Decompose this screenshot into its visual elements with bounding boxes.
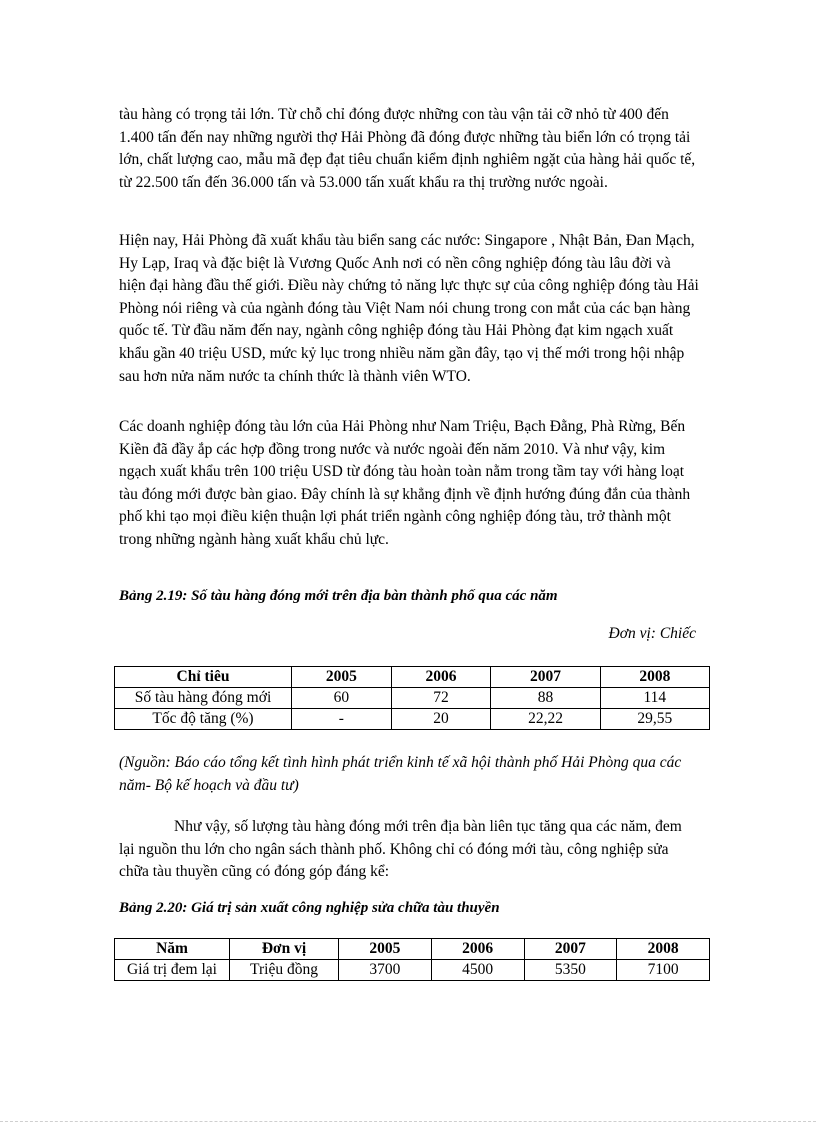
table-cell: 22,22 [491, 709, 600, 730]
table-cell: 29,55 [600, 709, 709, 730]
table-cell: 114 [600, 688, 709, 709]
table-cell: Số tàu hàng đóng mới [115, 688, 292, 709]
table-cell: 7100 [617, 960, 710, 981]
table-cell: Giá trị đem lại [115, 960, 230, 981]
table-2-20-caption: Bảng 2.20: Giá trị sản xuất công nghiệp sửa chữa tàu thuyền [119, 900, 500, 916]
table-header-cell: 2007 [524, 939, 617, 960]
table-2-19-source: (Nguồn: Báo cáo tổng kết tình hình phát triển kinh tế xã hội thành phố Hải Phòng qua các năm- Bộ kế hoạch và đầu tư) [119, 754, 682, 794]
table-header-cell: 2007 [491, 667, 600, 688]
table-cell: - [292, 709, 392, 730]
table-cell: 72 [391, 688, 491, 709]
table-header-cell: Năm [115, 939, 230, 960]
paragraph-4: Như vậy, số lượng tàu hàng đóng mới trên địa bàn liên tục tăng qua các năm, đem lại nguồn thu lớn cho ngân sách thành phố. Không chỉ có đóng mới tàu, công nghiệp sửa chữa tàu thuyền cũng có đóng góp đáng kể: [119, 818, 682, 881]
table-header-cell: 2006 [391, 667, 491, 688]
table-2-19-unit: Đơn vị: Chiếc [608, 625, 696, 642]
table-row [115, 960, 710, 981]
table-header-cell: 2005 [339, 939, 432, 960]
table-header-row [115, 939, 710, 960]
table-header-cell: 2006 [431, 939, 524, 960]
page-bottom-divider [0, 1121, 816, 1122]
table-2-20 [114, 938, 710, 981]
table-cell: 20 [391, 709, 491, 730]
table-cell: 60 [292, 688, 392, 709]
table-2-19 [114, 666, 710, 730]
table-2-19-caption: Bảng 2.19: Số tàu hàng đóng mới trên địa bàn thành phố qua các năm [119, 588, 558, 604]
paragraph-1: tàu hàng có trọng tải lớn. Từ chỗ chỉ đóng được những con tàu vận tải cỡ nhỏ từ 400 đến 1.400 tấn đến nay những người thợ Hải Phòng đã đóng được những tàu biển lớn có trọng tải lớn, chất lượng cao, mẫu mã đẹp đạt tiêu chuẩn kiểm định nghiêm ngặt của hàng hải quốc tế, từ 22.500 tấn đến 36.000 tấn và 53.000 tấn xuất khẩu ra thị trường nước ngoài. [119, 106, 696, 191]
table-cell: 3700 [339, 960, 432, 981]
table-row [115, 709, 710, 730]
table-header-cell: 2005 [292, 667, 392, 688]
paragraph-2: Hiện nay, Hải Phòng đã xuất khẩu tàu biển sang các nước: Singapore , Nhật Bản, Đan Mạch, Hy Lạp, Iraq và đặc biệt là Vương Quốc Anh nơi có nền công nghiệp đóng tàu lâu đời và hiện đại hàng đầu thế giới. Điều này chứng tỏ năng lực thực sự của công nghiệp đóng tàu Hải Phòng nói riêng và của ngành đóng tàu Việt Nam nói chung trong con mắt của các bạn hàng quốc tế. Từ đầu năm đến nay, ngành công nghiệp đóng tàu Hải Phòng đạt kim ngạch xuất khẩu gần 40 triệu USD, mức kỷ lục trong nhiều năm gần đây, tạo vị thế mới trong hội nhập sau hơn nửa năm nước ta chính thức là thành viên WTO. [119, 232, 699, 385]
table-cell: 5350 [524, 960, 617, 981]
table-cell: 4500 [431, 960, 524, 981]
table-cell: Tốc độ tăng (%) [115, 709, 292, 730]
table-row [115, 688, 710, 709]
table-cell: 88 [491, 688, 600, 709]
table-header-cell: 2008 [600, 667, 709, 688]
table-header-cell: Đơn vị [230, 939, 339, 960]
table-header-cell: 2008 [617, 939, 710, 960]
table-header-cell: Chỉ tiêu [115, 667, 292, 688]
table-cell: Triệu đồng [230, 960, 339, 981]
paragraph-3: Các doanh nghiệp đóng tàu lớn của Hải Phòng như Nam Triệu, Bạch Đằng, Phà Rừng, Bến Kiền đã đầy ắp các hợp đồng trong nước và nước ngoài đến năm 2010. Và như vậy, kim ngạch xuất khẩu trên 100 triệu USD từ đóng tàu hoàn toàn nằm trong tầm tay với hàng loạt tàu đóng mới được bàn giao. Đây chính là sự khẳng định về định hướng đúng đắn của thành phố khi tạo mọi điều kiện thuận lợi phát triển ngành công nghiệp đóng tàu, trở thành một trong những ngành hàng xuất khẩu chủ lực. [119, 418, 691, 548]
table-header-row [115, 667, 710, 688]
